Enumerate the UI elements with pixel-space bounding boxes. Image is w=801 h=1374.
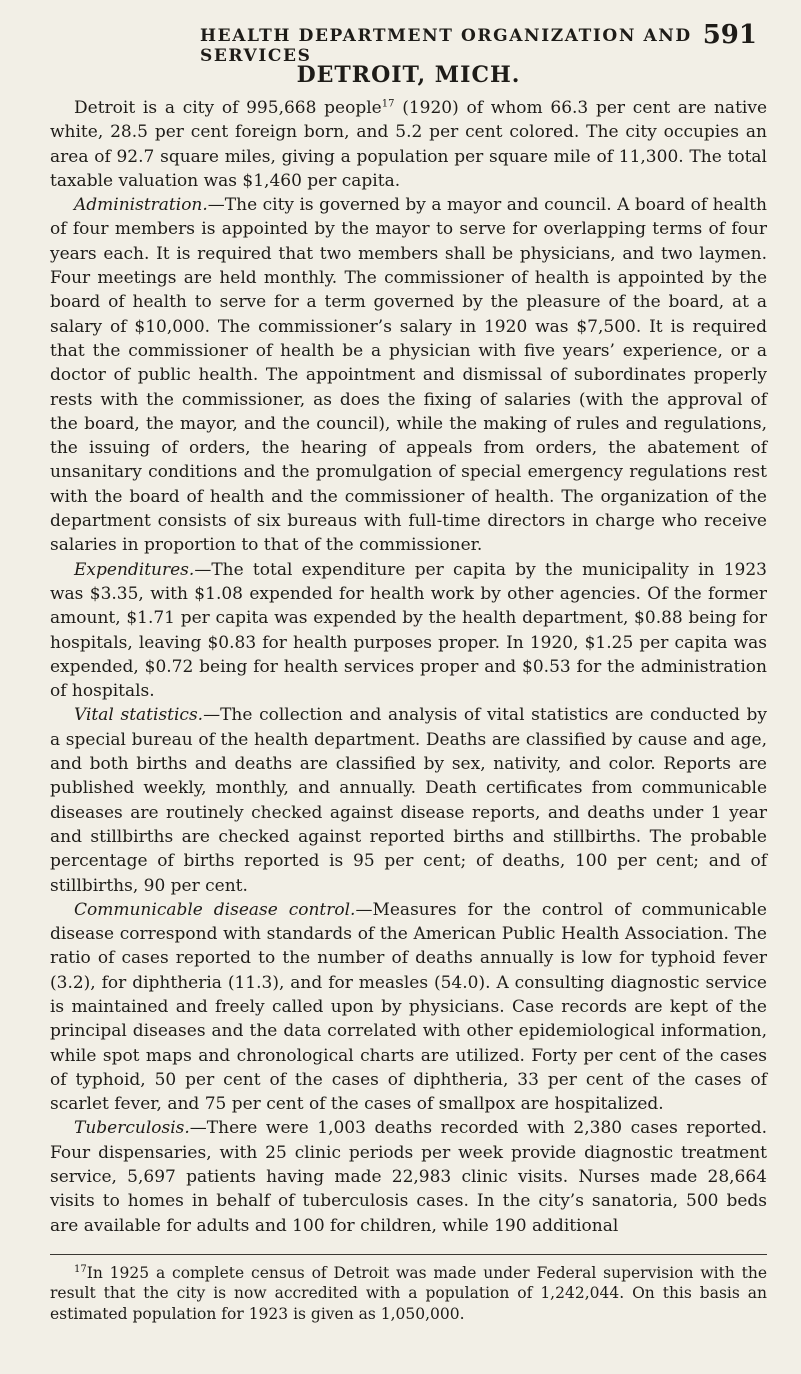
intro-paragraph xyxy=(50,96,767,193)
paragraph-text: —The total expenditure per capita by the municipality in 1923 was $3.35, with $1.08 expended for health work by other agencies. Of the former amount, $1.71 per capita was expended by the health department, $0.88 being for hospitals, leaving $0.83 for health purposes proper. In 1920, $1.25 per capita was expended, $0.72 being for health services proper and $0.53 for the administration of hospitals. xyxy=(50,559,767,702)
footnote-reference: 17 xyxy=(381,98,395,110)
intro-text: Detroit is a city of 995,668 people xyxy=(74,98,382,118)
vital-statistics-paragraph xyxy=(50,703,767,897)
paragraph-text: —Measures for the control of communicable disease correspond with standards of the American Public Health Association. The ratio of cases reported to the number of deaths annually is low for typhoid fever (3.2), for diphtheria (11.3), and for measles (54.0). A consulting diagnostic service is maintained and freely called upon by physicians. Case records are kept of the principal diseases and the data correlated with other epidemiological information, while spot maps and chronological charts are utilized. Forty per cent of the cases of typhoid, 50 per cent of the cases of diphtheria, 33 per cent of the cases of scarlet fever, and 75 per cent of the cases of smallpox are hospitalized. xyxy=(50,899,767,1115)
footnote xyxy=(50,1263,767,1325)
paragraph-text: —The city is governed by a mayor and council. A board of health of four members is appointed by the mayor to serve for overlapping terms of four years each. It is required that two members shall be physicians, and two laymen. Four meetings are held monthly. The commissioner of health is appointed by the board of health to serve for a term governed by the pleasure of the board, at a salary of $10,000. The commissioner’s salary in 1920 was $7,500. It is required that the commissioner of health be a physician with five years’ experience, or a doctor of public health. The appointment and dismissal of subordinates properly rests with the commissioner, as does the fixing of salaries (with the approval of the board, the mayor, and the council), while the making of rules and regulations, the issuing of orders, the hearing of appeals from orders, the abatement of unsanitary conditions and the promulgation of special emergency regulations rest with the board of health and the commissioner of health. The organization of the department consists of six bureaus with full-time directors in charge who receive salaries in proportion to that of the commissioner. xyxy=(50,195,767,556)
running-head xyxy=(50,20,767,66)
section-heading: DETROIT, MICH. xyxy=(296,62,521,88)
paragraph-label: Communicable disease control. xyxy=(74,899,356,920)
expenditures-paragraph xyxy=(50,558,767,704)
paragraph-label: Tuberculosis. xyxy=(74,1118,190,1139)
footnote-text: In 1925 a complete census of Detroit was made under Federal supervision with the result that the city is now accredited with a population of 1,242,044. On this basis an estimated population for 1923 is given as 1,050,000. xyxy=(50,1263,767,1323)
communicable-disease-paragraph xyxy=(50,898,767,1117)
page-number: 591 xyxy=(702,20,757,50)
footnote-divider xyxy=(50,1254,767,1255)
footnote-paragraph xyxy=(50,1263,767,1325)
running-title: HEALTH DEPARTMENT ORGANIZATION AND SERVICES xyxy=(200,26,692,66)
administration-paragraph xyxy=(50,193,767,557)
paragraph-text: —The collection and analysis of vital statistics are conducted by a special bureau of the health department. Deaths are classified by cause and age, and both births and deaths are classified by sex, nativity, and color. Reports are published weekly, monthly, and annually. Death certificates from communicable diseases are routinely checked against disease reports, and deaths under 1 year and stillbirths are checked against reported births and stillbirths. The probable percentage of births reported is 95 per cent; of deaths, 100 per cent; and of stillbirths, 90 per cent. xyxy=(50,705,767,896)
intro-text-continued: (1920) of whom 66.3 per cent are native white, 28.5 per cent foreign born, and 5.2 per cent colored. The city occupies an area of 92.7 square miles, giving a population per square mile of 11,300. The total taxable valuation was $1,460 per capita. xyxy=(50,98,767,191)
tuberculosis-paragraph xyxy=(50,1116,767,1237)
body-text xyxy=(50,96,767,1238)
paragraph-text: —There were 1,003 deaths recorded with 2,380 cases reported. Four dispensaries, with 25 clinic periods per week provide diagnostic treatment service, 5,697 patients having made 22,983 clinic visits. Nurses made 28,664 visits to homes in behalf of tuberculosis cases. In the city’s sanatoria, 500 beds are available for adults and 100 for children, while 190 additional xyxy=(50,1118,767,1236)
paragraph-label: Expenditures. xyxy=(74,559,195,580)
paragraph-label: Vital statistics. xyxy=(74,705,204,726)
paragraph-label: Administration. xyxy=(74,195,208,216)
footnote-marker: 17 xyxy=(74,1263,87,1275)
